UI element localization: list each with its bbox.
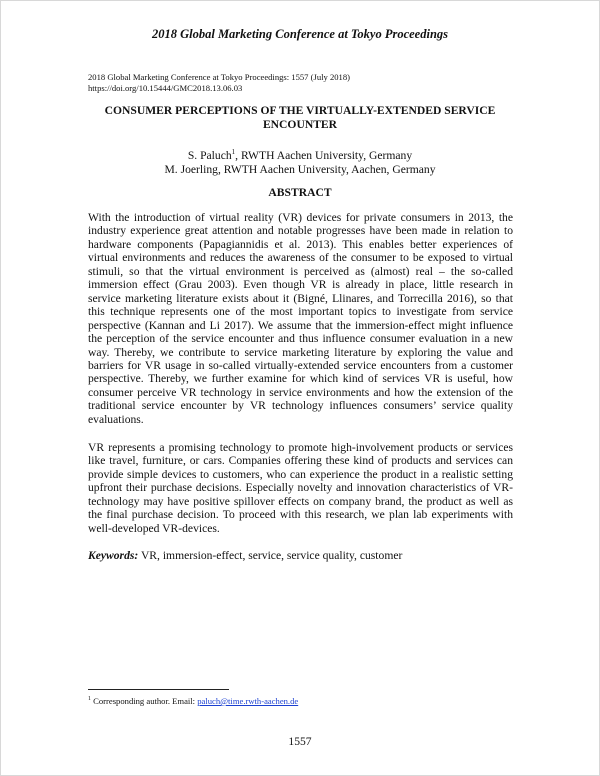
title-line: CONSUMER PERCEPTIONS OF THE VIRTUALLY-EXTENDED SERVICE bbox=[104, 104, 496, 117]
running-head: 2018 Global Marketing Conference at Tokyo Proceedings bbox=[151, 27, 449, 41]
author-line-1 bbox=[0, 145, 600, 163]
footnote-divider bbox=[88, 689, 229, 690]
citation-block bbox=[88, 72, 350, 94]
footnote bbox=[88, 694, 298, 707]
abstract-heading: ABSTRACT bbox=[268, 186, 332, 199]
keywords-text: VR, immersion-effect, service, service quality, customer bbox=[138, 549, 403, 562]
footnote-text: Corresponding author. Email: bbox=[91, 695, 198, 706]
paper-title bbox=[70, 104, 530, 132]
keywords bbox=[88, 549, 513, 563]
author-name: S. Paluch bbox=[187, 148, 232, 162]
title-line: ENCOUNTER bbox=[262, 118, 338, 131]
author-line-2: M. Joerling, RWTH Aachen University, Aachen, Germany bbox=[164, 163, 436, 177]
doi-line: https://doi.org/10.15444/GMC2018.13.06.03 bbox=[88, 83, 243, 93]
author-affiliation: , RWTH Aachen University, Germany bbox=[235, 148, 413, 162]
page-number: 1557 bbox=[288, 735, 312, 748]
footnote-marker: 1 bbox=[231, 148, 236, 156]
keywords-label: Keywords: bbox=[88, 549, 139, 562]
citation-line: 2018 Global Marketing Conference at Tokyo Proceedings: 1557 (July 2018) bbox=[88, 72, 351, 82]
author-list bbox=[0, 145, 600, 178]
email-link[interactable]: paluch@time.rwth-aachen.de bbox=[197, 695, 299, 706]
abstract-paragraph-2: VR represents a promising technology to promote high-involvement products or services like travel, furniture, or cars. Companies offering these kind of products and services can provide simple devices to customers, who can experience the product in a realistic setting upfront their purchase decisions. Especially novelty and innovation characteristics of VR-technology may have positive spillover effects on company brand, the product as well as the final purchase decision. To proceed with this research, we plan lab experiments with well-developed VR-devices. bbox=[88, 441, 513, 535]
footnote-number: 1 bbox=[88, 696, 91, 702]
abstract-paragraph-1: With the introduction of virtual reality (VR) devices for private consumers in 2013, the industry experience great attention and notable progresses have been made in relation to hardware components (Papagiannidis et al. 2013). This enables better experiences of virtual environments and reduces the awareness of the consumer to be exposed to virtual stimuli, so that the virtual environment is perceived as (almost) real – the so-called immersion effect (Grau 2003). Even though VR is already in place, little research in service marketing literature exists about it (Bigné, Llinares, and Torrecilla 2016), so that this technique represents one of the most important topics to investigate from service perspective (Kannan and Li 2017). We assume that the immersion-effect might influence the perception of the service encounter and thus influence consumer evaluation in a new way. Thereby, we contribute to service marketing literature by exploring the value and barriers for VR usage in so-called virtually-extended service encounters from a customer perspective. Thereby, we further examine for which kind of services VR is useful, how consumer perceive VR technology in service environments and how the extension of the traditional service encounter by VR technology influences consumers’ service quality evaluations. bbox=[88, 211, 513, 426]
